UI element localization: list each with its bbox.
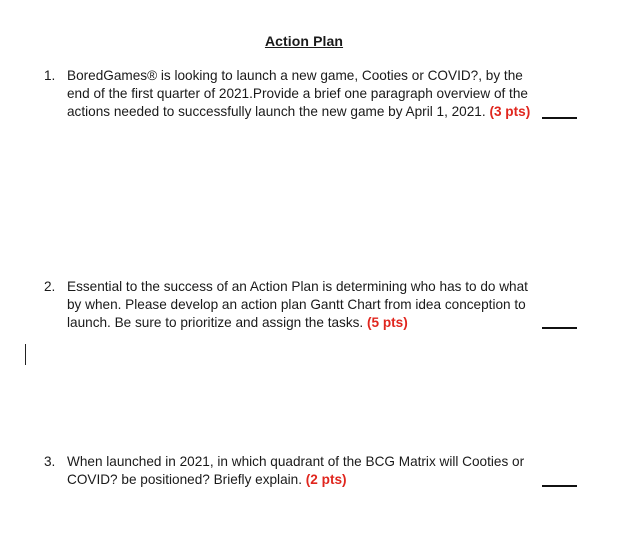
question-3-body (67, 453, 544, 489)
question-2-text: Essential to the success of an Action Plan is determining who has to do what by when. Please develop an action plan Gantt Chart from idea conception to launch. Be sure to prioritize and assign the tasks. (67, 279, 528, 330)
question-3-number: 3. (44, 454, 56, 469)
question-1-number: 1. (44, 68, 56, 83)
question-2-number: 2. (44, 279, 56, 294)
score-blank-3 (542, 485, 577, 487)
score-blank-2 (542, 327, 577, 329)
question-2-points: (5 pts) (366, 315, 408, 330)
question-3 (44, 453, 544, 489)
page-title: Action Plan (264, 33, 344, 49)
question-1-text: BoredGames® is looking to launch a new game, Cooties or COVID?, by the end of the first quarter of 2021.Provide a brief one paragraph overview of the actions needed to successfully launch the new game by April 1, 2021. (67, 68, 528, 119)
question-3-points: (2 pts) (305, 472, 347, 487)
question-1 (44, 67, 544, 121)
question-1-points: (3 pts) (489, 104, 531, 119)
question-2-body (67, 278, 544, 332)
question-1-body (67, 67, 544, 121)
question-3-text: When launched in 2021, in which quadrant of the BCG Matrix will Cooties or COVID? be positioned? Briefly explain. (67, 454, 525, 487)
question-2 (44, 278, 544, 332)
text-cursor (25, 344, 26, 365)
score-blank-1 (542, 117, 577, 119)
